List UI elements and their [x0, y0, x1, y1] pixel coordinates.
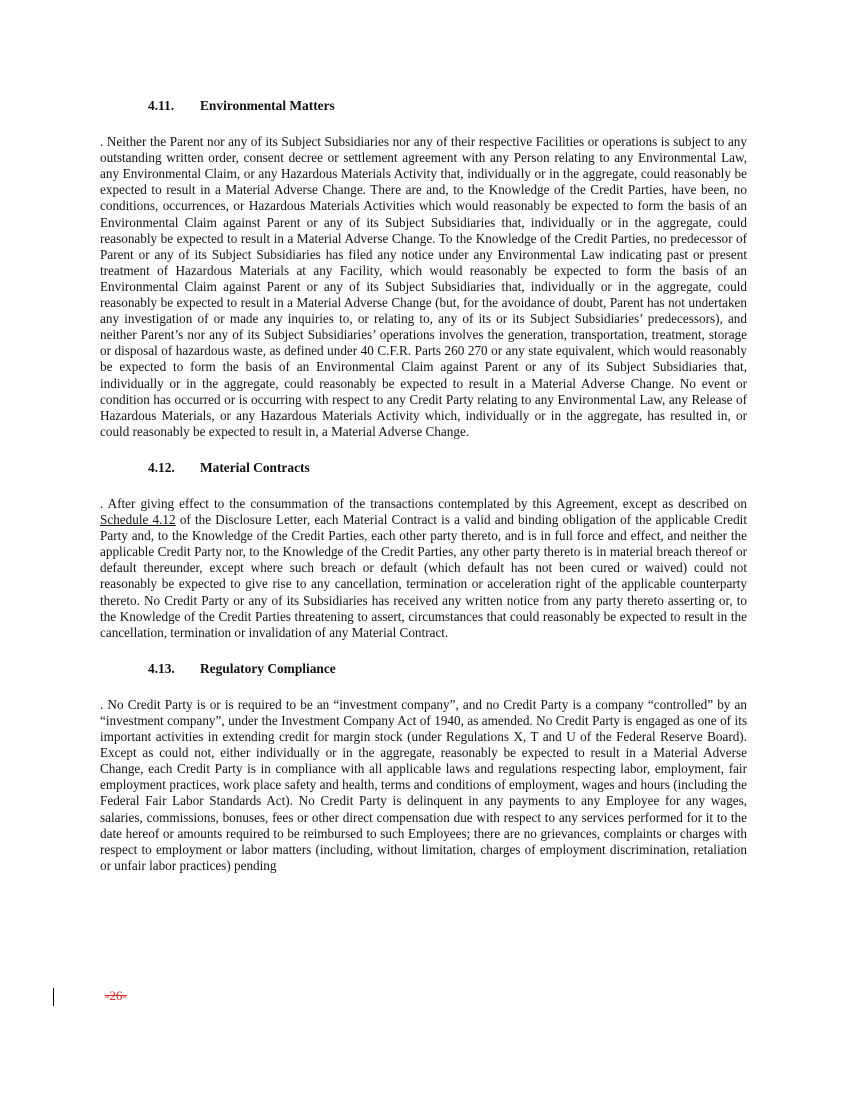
section-title: Material Contracts — [200, 459, 310, 475]
section-heading-material-contracts — [148, 460, 747, 476]
document-page — [100, 98, 747, 894]
revision-change-bar — [53, 988, 54, 1006]
section-title: Environmental Matters — [200, 98, 335, 113]
section-body-regulatory-compliance: . No Credit Party is or is required to be an “investment company”, and no Credit Party is a company “controlled” by an “investment company”, under the Investment Company Act of 1940, as amended. No Credit Party is engaged as one of its important activities in extending credit for margin stock (under Regulations X, T and U of the Federal Reserve Board). Except as could not, either individually or in the aggregate, reasonably be expected to result in a Material Adverse Change, each Credit Party is in compliance with all applicable laws and regulations respecting labor, employment, fair employment practices, work place safety and health, terms and conditions of employment, wages and hours (including the Federal Fair Labor Standards Act). No Credit Party is delinquent in any payments to any Employee for any wages, salaries, commissions, bonuses, fees or other direct compensation due with respect to any services performed for it to the date hereof or amounts required to be reimbursed to such Employees; there are no grievances, complaints or charges with respect to employment or labor matters (including, without limitation, charges of employment discrimination, retaliation or unfair labor practices) pending — [100, 696, 747, 873]
section-number: 4.12. — [148, 459, 175, 475]
page-number: -26- — [105, 988, 127, 1003]
section-body-material-contracts — [100, 496, 747, 641]
body-text: . After giving effect to the consummation of the transactions contemplated by this Agreement, except as described on — [100, 495, 747, 511]
section-body-environmental-matters: . Neither the Parent nor any of its Subject Subsidiaries nor any of their respective Facilities or operations is subject to any outstanding written order, consent decree or settlement agreement with any Person relating to any Environmental Law, any Environmental Claim, or any Hazardous Materials Activity that, individually or in the aggregate, could reasonably be expected to result in a Material Adverse Change. There are and, to the Knowledge of the Credit Parties, have been, no conditions, occurrences, or Hazardous Materials Activities which would reasonably be expected to form the basis of an Environmental Claim against Parent or any of its Subject Subsidiaries that, individually or in the aggregate, could reasonably be expected to result in a Material Adverse Change. To the Knowledge of the Credit Parties, no predecessor of Parent or any of its Subject Subsidiaries has filed any notice under any Environmental Law indicating past or present treatment of Hazardous Materials at any Facility, which would reasonably be expected to form the basis of an Environmental Claim against Parent or any of its Subject Subsidiaries that, individually or in the aggregate, could reasonably be expected to result in a Material Adverse Change (but, for the avoidance of doubt, Parent has not undertaken any investigation of or made any inquiries to, or relating to, any of its or its Subject Subsidiaries’ predecessors), and neither Parent’s nor any of its Subject Subsidiaries’ operations involves the generation, transportation, treatment, storage or disposal of hazardous waste, as defined under 40 C.F.R. Parts 260 270 or any state equivalent, which would reasonably be expected to form the basis of an Environmental Claim against Parent or any of its Subject Subsidiaries that, individually or in the aggregate, could reasonably be expected to result in a Material Adverse Change. No event or condition has occurred or is occurring with respect to any Credit Party relating to any Environmental Law, any Release of Hazardous Materials, or any Hazardous Materials Activity which, individually or in the aggregate, has resulted in, or could reasonably be expected to result in, a Material Adverse Change. — [100, 134, 747, 439]
section-heading-regulatory-compliance — [148, 661, 747, 677]
section-number: 4.11. — [148, 98, 175, 113]
section-heading-environmental-matters — [148, 98, 747, 114]
body-text: of the Disclosure Letter, each Material Contract is a valid and binding obligation of the applicable Credit Party and, to the Knowledge of the Credit Parties, each other party thereto, and is in full force and effect, and neither the applicable Credit Party nor, to the Knowledge of the Credit Parties, any other party thereto is in material breach thereof or default thereunder, except where such breach or default (which default has not been cured or waived) could not reasonably be expected to give rise to any cancellation, termination or acceleration right of the applicable counterparty thereto. No Credit Party or any of its Subsidiaries has received any written notice from any party thereto asserting or, to the Knowledge of the Credit Parties threatening to assert, circumstances that could reasonably be expected to result in the cancellation, termination or invalidation of any Material Contract. — [100, 512, 748, 640]
section-number: 4.13. — [148, 660, 175, 676]
schedule-reference: Schedule 4.12 — [100, 512, 176, 528]
section-title: Regulatory Compliance — [200, 660, 336, 676]
